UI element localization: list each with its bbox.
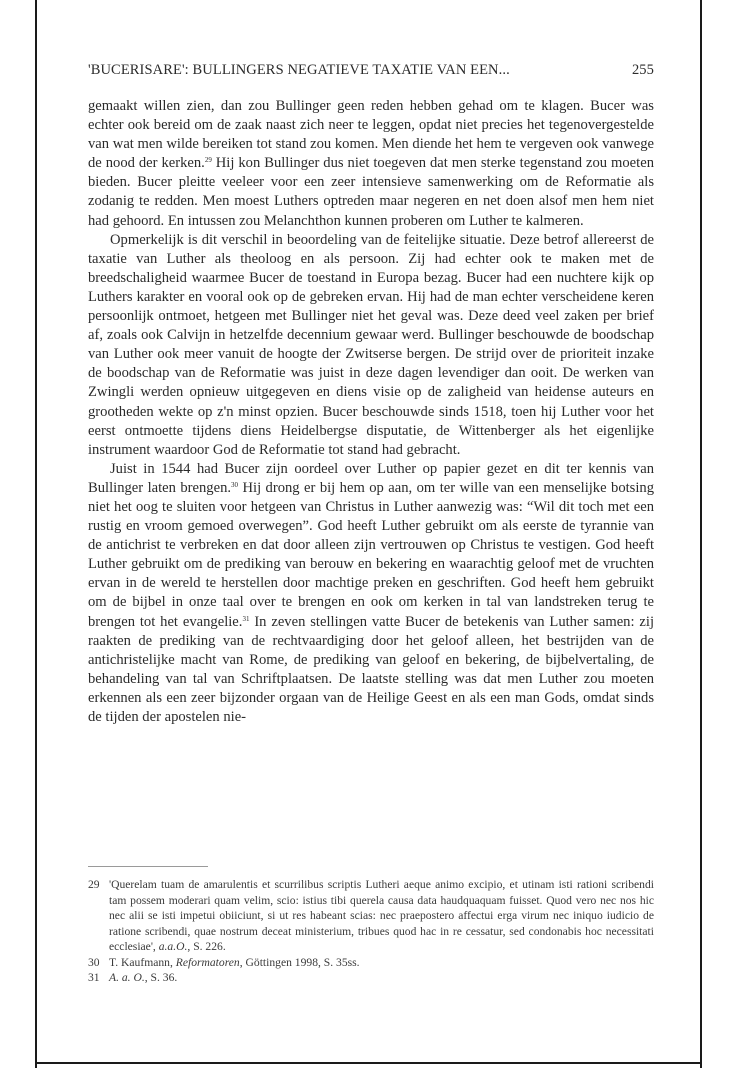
footnote-text-tail: , Göttingen 1998, S. 35ss. bbox=[239, 955, 360, 969]
footnote-citation-italic: A. a. O. bbox=[109, 971, 145, 984]
footnote-number: 29 bbox=[88, 878, 100, 891]
footnote-text bbox=[109, 877, 654, 955]
paragraph-2: Opmerkelijk is dit verschil in beoordeling van de feitelijke situatie. Deze betrof allereerst de taxatie van Luther als theoloog en als persoon. Zij had echter ook te maken met de breedschaligheid waarmee Bucer de toestand in Europa bezag. Bucer had een nuchtere kijk op Luthers karakter en vooral ook op de gebreken ervan. Hij had de man echter verscheidene keren persoonlijk ontmoet, hetgeen met Bullinger niet het geval was. Deze deed veel zaken per brief af, zoals ook Calvijn in hetzelfde decennium gewaar werd. Bullinger beschouwde de boodschap van Luther ook meer vanuit de hoogte der Zwitserse bergen. De strijd over de prioriteit inzake de boodschap van de Reformatie was juist in deze dagen levendiger dan ooit. De werken van Zwingli werden opnieuw uitgegeven en diens visie op de zaligheid van heidense auteurs en grootheden wekte op z'n minst opzien. Bucer beschouwde sinds 1518, toen hij Luther voor het eerst ontmoette tijdens diens Heidelbergse disputatie, de Wittenberger als het eigenlijke instrument waardoor God de Reformatie tot stand had gebracht. bbox=[88, 231, 654, 458]
footnote-citation-italic: a.a.O. bbox=[158, 940, 188, 953]
footnote-number: 31 bbox=[88, 971, 100, 984]
body-text bbox=[88, 97, 654, 727]
paragraph-1-text-a: gemaakt willen zien, dan zou Bullinger geen reden hebben gehad om te klagen. Bucer was echter ook bereid om de zaak naast zich neer te leggen, opdat niet precies het tegenovergestelde van wat men wilde bereiken tot stand zou komen. Men diende het hem te vergeven ook vanwege de nood der kerken. bbox=[88, 98, 654, 172]
running-header bbox=[88, 62, 654, 79]
footnote-ref-30[interactable]: 30 bbox=[231, 480, 239, 489]
running-title: 'BUCERISARE': BULLINGERS NEGATIEVE TAXATIE VAN EEN... bbox=[88, 62, 510, 78]
footnote-ref-31[interactable]: 31 bbox=[242, 614, 250, 623]
footnotes bbox=[88, 877, 654, 986]
footnote-29 bbox=[88, 877, 654, 955]
paragraph-1-text-b: Hij kon Bullinger dus niet toegeven dat men sterke tegenstand zou moeten bieden. Bucer pleitte veeleer voor een zeer intensieve samenwerking om de Reformatie als zodanig te redden. Men moest Luthers optreden maar negeren en net doen alsof men hem niet had gehoord. En intussen zou Melanchthon kunnen proberen om Luther te kalmeren. bbox=[88, 155, 654, 229]
footnote-number: 30 bbox=[88, 955, 100, 969]
scan-border-left bbox=[35, 0, 37, 1068]
footnote-text bbox=[109, 955, 654, 971]
scan-border-right bbox=[700, 0, 702, 1068]
footnote-separator bbox=[88, 866, 208, 867]
scan-border-bottom bbox=[35, 1062, 702, 1064]
paragraph-3-text-a: Juist in 1544 had Bucer zijn oordeel over Luther op papier gezet en dit ter kennis van Bullinger laten brengen. bbox=[88, 460, 654, 496]
footnote-text bbox=[109, 970, 654, 986]
page-number: 255 bbox=[631, 62, 654, 78]
footnote-text-main: T. Kaufmann, bbox=[109, 955, 176, 969]
paragraph-3 bbox=[88, 460, 654, 727]
footnote-text-tail: , S. 226. bbox=[187, 940, 226, 953]
footnote-text-main: 'Querelam tuam de amarulentis et scurrilibus scriptis Lutheri aeque animo excipio, et utinam isti rationi scribendi tam possem moderari quam velim, scio: istius tibi querela causa data haudquaquam fuisset. Quod vero nec nos hic nec alii se isti impetui obiiciunt, si ut res habeant scias: nec praepostero affectui erga virum nec iniquo iudicio de ratione scribendi, quae nostrum deceat ministerium, tribues quod hac in re cessatur, sed condonabis hoc necessitati ecclesiae', bbox=[109, 878, 654, 953]
footnote-text-tail: , S. 36. bbox=[144, 971, 178, 984]
paragraph-1 bbox=[88, 97, 654, 231]
footnote-citation-italic: Reformatoren bbox=[175, 955, 240, 969]
footnote-ref-29[interactable]: 29 bbox=[204, 156, 212, 165]
footnote-31 bbox=[88, 970, 654, 986]
footnote-30 bbox=[88, 955, 654, 971]
paragraph-3-text-b: Hij drong er bij hem op aan, om ter wille van een menselijke botsing niet het oog te sluiten voor hetgeen van Christus in Luther aanwezig was: “Wil dit toch met een rustig en vroom gemoed overwegen”. God heeft Luther gebruikt om als eerste de tyrannie van de antichrist te verbreken en dat door alleen zijn vertrouwen op Christus te vestigen. God heeft Luther gebruikt om de prediking van berouw en bekering en waarachtig geloof met de vruchten ervan in de wereld te herstellen door machtige preken en geschriften. God heeft hem gebruikt om de bijbel in onze taal over te brengen en ook om kerken in tal van landstreken terug te brengen tot het evangelie. bbox=[88, 479, 654, 630]
paragraph-3-text-c: In zeven stellingen vatte Bucer de betekenis van Luther samen: zij raakten de prediking van de rechtvaardiging door het geloof alleen, het bestrijden van de antichristelijke macht van Rome, de prediking van geloof en bekering, de bijbelvertaling, de behandeling van tal van Schriftplaatsen. De laatste stelling was dat men Luther zou moeten erkennen als een zeer bijzonder orgaan van de Heilige Geest en als een man Gods, omdat sinds de tijden der apostelen nie- bbox=[88, 613, 654, 725]
